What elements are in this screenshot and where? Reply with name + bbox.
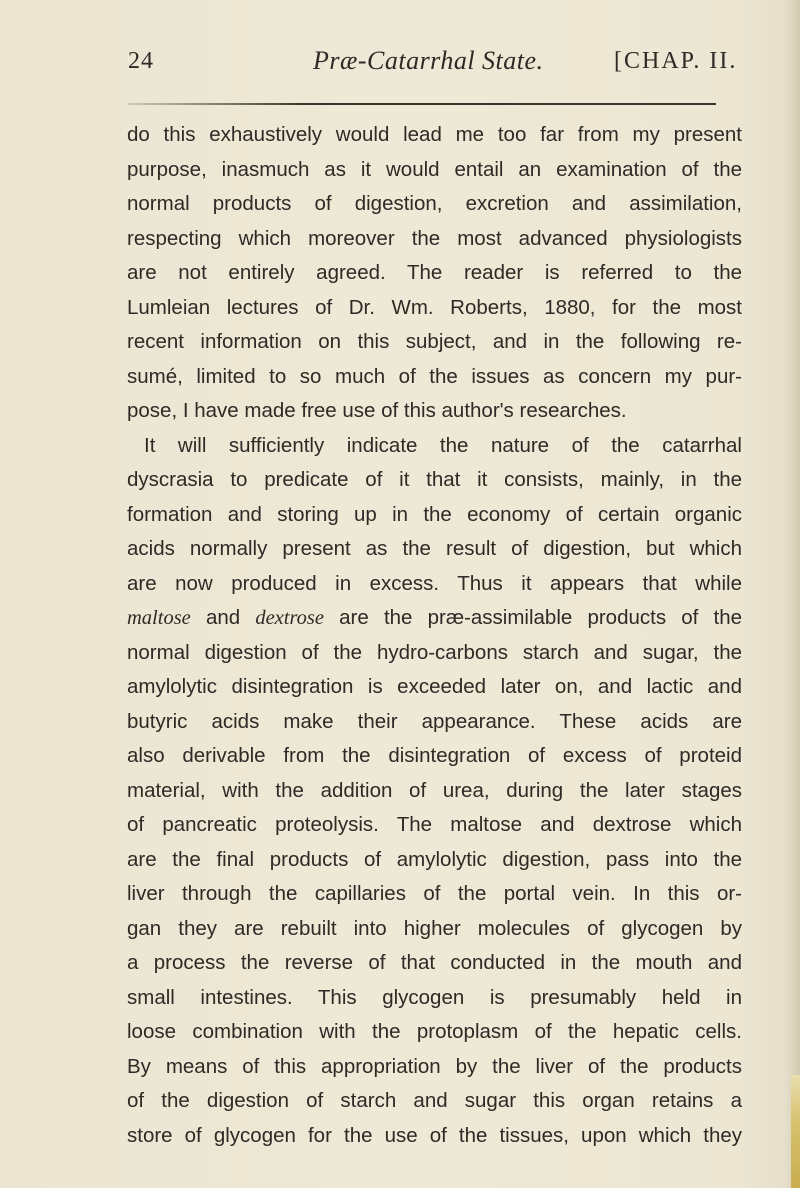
text-line: normal products of digestion, excretion and assimilation, xyxy=(127,192,742,215)
text-line: small intestines. This glycogen is presumably held in xyxy=(127,985,742,1009)
text-line: pose, I have made free use of this author's researches. xyxy=(127,399,627,422)
text-line: are the final products of amylolytic digestion, pass into the xyxy=(127,847,742,871)
running-title: Præ-Catarrhal State. xyxy=(313,46,544,75)
text-line: Lumleian lectures of Dr. Wm. Roberts, 1880, for the most xyxy=(127,295,742,319)
text-line: are not entirely agreed. The reader is referred to the xyxy=(127,261,742,284)
text-line: recent information on this subject, and in the following re- xyxy=(127,330,742,353)
text-line: formation and storing up in the economy of certain organic xyxy=(127,502,742,526)
text-line: of pancreatic proteolysis. The maltose and dextrose which xyxy=(127,813,742,836)
text-line: also derivable from the disintegration of excess of proteid xyxy=(127,744,742,767)
text-line: sumé, limited to so much of the issues as concern my pur- xyxy=(127,364,742,388)
text-line: do this exhaustively would lead me too far from my present xyxy=(127,123,742,146)
text-line: acids normally present as the result of digestion, but which xyxy=(127,537,742,560)
text-line: respecting which moreover the most advanced physiologists xyxy=(127,226,742,250)
italic-term-dextrose: dextrose xyxy=(255,607,324,629)
text-line: material, with the addition of urea, during the later stages xyxy=(127,778,742,802)
text-line: By means of this appropriation by the liver of the products xyxy=(127,1054,742,1078)
paragraph-start-line: It will sufficiently indicate the nature of the catarrhal xyxy=(144,433,742,457)
chapter-label: [CHAP. II. xyxy=(614,48,738,74)
text-line: normal digestion of the hydro-carbons starch and sugar, the xyxy=(127,640,742,664)
text-line: a process the reverse of that conducted in the mouth and xyxy=(127,951,742,974)
text-fragment: and xyxy=(190,606,256,629)
header-rule xyxy=(128,103,716,105)
text-line: amylolytic disintegration is exceeded later on, and lactic and xyxy=(127,675,742,698)
text-line: store of glycogen for the use of the tissues, upon which they xyxy=(127,1123,742,1147)
italic-term-maltose: maltose xyxy=(127,607,191,629)
text-line: gan they are rebuilt into higher molecules of glycogen by xyxy=(127,916,742,940)
text-line-with-italics xyxy=(127,601,742,636)
body-text xyxy=(127,118,742,1153)
text-line: dyscrasia to predicate of it that it consists, mainly, in the xyxy=(127,468,742,491)
text-line: of the digestion of starch and sugar this organ retains a xyxy=(127,1089,742,1112)
text-line: liver through the capillaries of the portal vein. In this or- xyxy=(127,882,742,905)
text-line: are now produced in excess. Thus it appears that while xyxy=(127,571,742,595)
page-edge-shadow xyxy=(786,0,800,1188)
text-line: butyric acids make their appearance. These acids are xyxy=(127,709,742,733)
text-fragment: are the præ-assimilable products of the xyxy=(324,606,742,629)
page-number: 24 xyxy=(128,48,154,74)
text-line: loose combination with the protoplasm of the hepatic cells. xyxy=(127,1020,742,1043)
running-head xyxy=(128,46,738,86)
text-line: purpose, inasmuch as it would entail an examination of the xyxy=(127,157,742,181)
gilt-edge-mark xyxy=(791,1075,800,1188)
